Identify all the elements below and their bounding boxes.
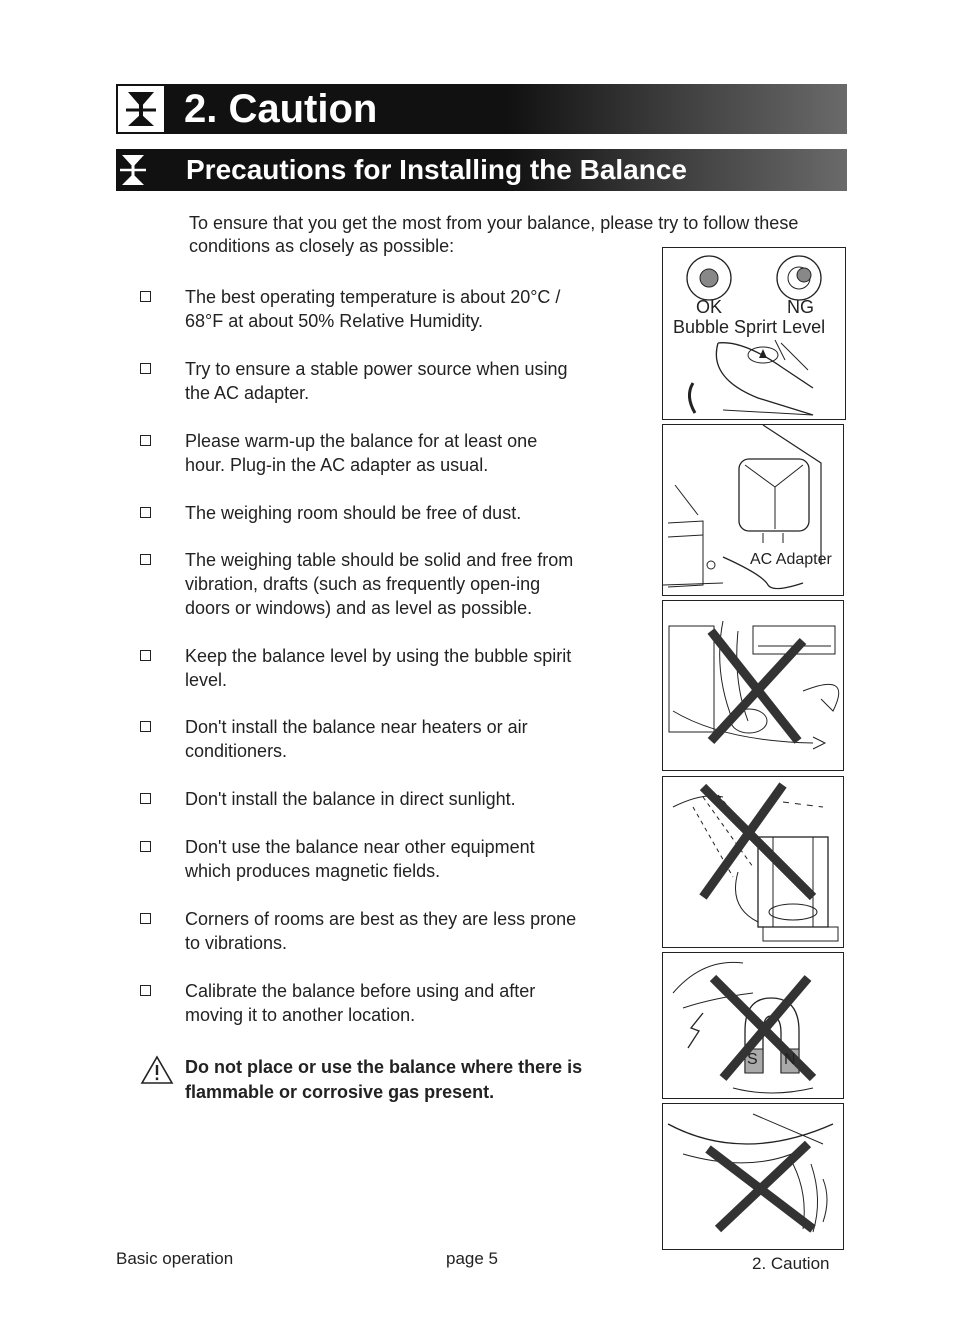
warning-icon	[140, 1055, 174, 1085]
checkbox-icon	[140, 435, 151, 446]
magnet-north-label: N	[784, 1051, 796, 1068]
ok-label: OK	[696, 297, 723, 317]
checkbox-icon	[140, 721, 151, 732]
footer-page-number: page 5	[446, 1249, 498, 1268]
checkbox-icon	[140, 507, 151, 518]
checkbox-icon	[140, 985, 151, 996]
section-header	[116, 84, 847, 134]
figure-no-unstable-table	[662, 1103, 844, 1250]
figure-bubble-level	[662, 247, 846, 420]
arrow-down-icon	[116, 84, 166, 134]
figure-no-magnetic-fields	[662, 952, 844, 1099]
figure-ac-adapter	[662, 424, 844, 596]
header-gradient	[507, 84, 847, 134]
checkbox-icon	[140, 554, 151, 565]
figure-no-sunlight	[662, 776, 844, 948]
section-title: 2. Caution	[184, 86, 378, 131]
adapter-caption: AC Adapter	[750, 551, 832, 568]
subsection-title: Precautions for Installing the Balance	[186, 154, 688, 185]
level-caption: Bubble Sprirt Level	[673, 317, 826, 337]
checkbox-icon	[140, 841, 151, 852]
footer-right: 2. Caution	[752, 1254, 830, 1273]
subsection-header	[116, 149, 847, 191]
checkbox-icon	[140, 650, 151, 661]
checkbox-icon	[140, 291, 151, 302]
arrow-down-icon	[116, 149, 150, 191]
figure-no-air-conditioner	[662, 600, 844, 771]
checkbox-icon	[140, 913, 151, 924]
intro-text: To ensure that you get the most from your balance, please try to follow these conditions as closely as possible:	[189, 213, 799, 256]
warning-text: Do not place or use the balance where there is flammable or corrosive gas present.	[185, 1057, 583, 1102]
magnet-south-label: S	[747, 1051, 758, 1068]
checkbox-icon	[140, 363, 151, 374]
ng-label: NG	[787, 297, 814, 317]
checkbox-icon	[140, 793, 151, 804]
footer-left: Basic operation	[116, 1249, 234, 1268]
